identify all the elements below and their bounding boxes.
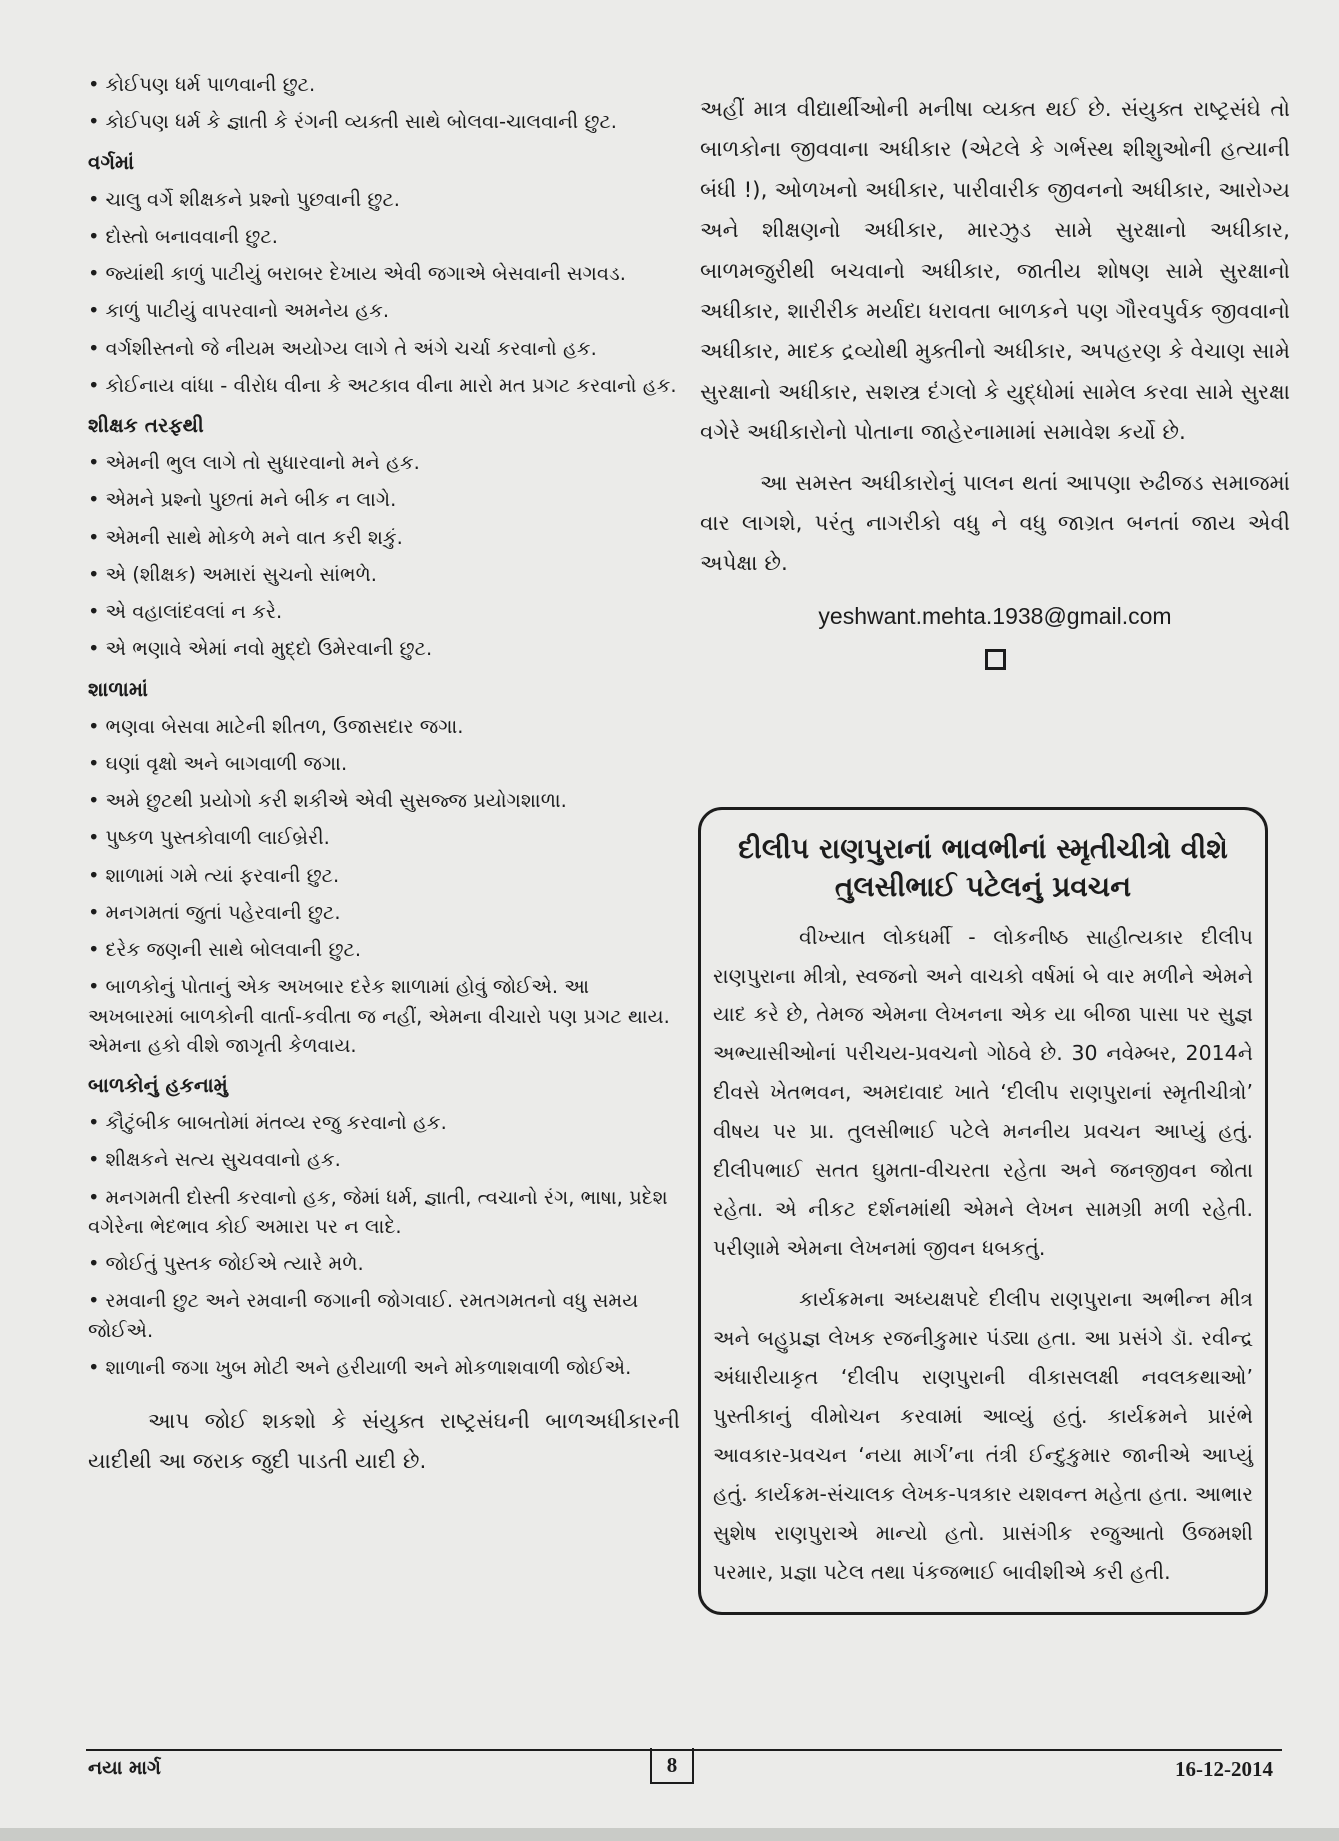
list-item: • મનગમતી દોસ્તી કરવાનો હક, જેમાં ધર્મ, જ્ઞાતી, ત્વચાનો રંગ, ભાષા, પ્રદેશ વગેરેના ભેદભાવ કોઈ અમારા પર ન લાદે. [88,1185,668,1238]
list-item: • કોઈપણ ધર્મ કે જ્ઞાતી કે રંગની વ્યક્તી સાથે બોલવા-ચાલવાની છુટ. [88,110,617,134]
box-paragraph: કાર્યક્રમના અધ્યક્ષપદે દીલીપ રાણપુરાના અભીન્ન મીત્ર અને બહુપ્રજ્ઞ લેખક રજનીકુમાર પંડ્યા હતા. આ પ્રસંગે ડૉ. રવીન્દ્ર અંધારીયાકૃત ‘દીલીપ રાણપુરાની વીકાસલક્ષી નવલકથાઓ’ પુસ્તીકાનું વીમોચન કરવામાં આવ્યું હતું. કાર્યક્રમને પ્રારંભે આવકાર-પ્રવચન ‘નયા માર્ગ’ના તંત્રી ઈન્દુકુમાર જાનીએ આપ્યું હતું. કાર્યક્રમ-સંચાલક લેખક-પત્રકાર યશવન્ત મહેતા હતા. આભાર સુશેષ રાણપુરાએ માન્યો હતો. પ્રાસંગીક રજુઆતો ઉજમશી પરમાર, પ્રજ્ઞા પટેલ તથા પંકજભાઈ બાવીશીએ કરી હતી. [713,1287,1253,1584]
section-heading-classroom: વર્ગમાં [88,149,135,174]
list-item: • મનગમતાં જુતાં પહેરવાની છુટ. [88,900,341,924]
list-item: • કૌટુંબીક બાબતોમાં મંતવ્ય રજુ કરવાનો હક. [88,1111,447,1134]
list-item: • જ્યાંથી કાળું પાટીયું બરાબર દેખાય એવી જગાએ બેસવાની સગવડ. [88,262,626,285]
list-item: • કોઈનાય વાંધા - વીરોધ વીના કે અટકાવ વીના મારો મત પ્રગટ કરવાનો હક. [88,373,677,397]
list-item: • એ વહાલાંદવલાં ન કરે. [88,600,283,623]
author-email: yeshwant.mehta.1938@gmail.com [818,602,1172,629]
article-paragraph: આ સમસ્ત અધીકારોનું પાલન થતાં આપણા રુઢીજડ સમાજમાં વાર લાગશે, પરંતુ નાગરીકો વધુ ને વધુ જાગ્રત બનતાં જાય એવી અપેક્ષા છે. [700,470,1290,577]
list-item: • ચાલુ વર્ગે શીક્ષકને પ્રશ્નો પુછવાની છુટ. [88,187,401,211]
list-item: • શાળામાં ગમે ત્યાં ફરવાની છુટ. [88,863,340,887]
end-square-icon [985,649,1006,670]
section-heading-teacher: શીક્ષક તરફથી [88,413,204,437]
list-item: • દરેક જણની સાથે બોલવાની છુટ. [88,938,362,961]
list-item: • ભણવા બેસવા માટેની શીતળ, ઉજાસદાર જગા. [88,714,464,738]
list-item: • દોસ્તો બનાવવાની છુટ. [88,224,278,248]
page-number: 8 [650,1748,694,1784]
issue-date: 16-12-2014 [1175,1757,1273,1781]
box-title [713,830,1253,906]
left-column [88,70,680,1503]
publication-name: નયા માર્ગ [88,1757,161,1779]
list-item: • બાળકોનું પોતાનું એક અખબાર દરેક શાળામાં હોવું જોઈએ. આ અખબારમાં બાળકોની વાર્તા-કવીતા જ નહીં, એમના વીચારો પણ પ્રગટ થાય. એમના હકો વીશે જાગૃતી કેળવાય. [88,975,670,1057]
box-title-line: દીલીપ રાણપુરાનાં ભાવભીનાં સ્મૃતીચીત્રો વીશે [738,832,1228,865]
box-title-line: તુલસીભાઈ પટેલનું પ્રવચન [834,869,1132,903]
list-item: • કોઈપણ ધર્મ પાળવાની છુટ. [88,73,316,96]
list-item: • એમની ભુલ લાગે તો સુધારવાનો મને હક. [88,451,420,474]
list-item: • વર્ગશીસ્તનો જે નીયમ અયોગ્ય લાગે તે અંગે ચર્ચા કરવાનો હક. [88,336,597,360]
box-paragraph: વીખ્યાત લોકધર્મી - લોકનીષ્ઠ સાહીત્યકાર દીલીપ રાણપુરાના મીત્રો, સ્વજનો અને વાચકો વર્ષમાં બે વાર મળીને એમને યાદ કરે છે, તેમજ એમના લેખનના એક યા બીજા પાસા પર સુજ્ઞ અભ્યાસીઓનાં પરીચય-પ્રવચનો ગોઠવે છે. 30 નવેમ્બર, 2014ને દીવસે ખેતભવન, અમદાવાદ ખાતે ‘દીલીપ રાણપુરાનાં સ્મૃતીચીત્રો’ વીષય પર પ્રા. તુલસીભાઈ પટેલે મનનીય પ્રવચન આપ્યું હતું. દીલીપભાઈ સતત ઘુમતા-વીચરતા રહેતા અને જનજીવન જોતા રહેતા. એ નીકટ દર્શનમાંથી એમને લેખન સામગ્રી મળી રહેતી. પરીણામે એમના લેખનમાં જીવન ધબકતું. [713,924,1253,1261]
list-item: • પુષ્કળ પુસ્તકોવાળી લાઈબ્રેરી. [88,826,330,850]
scan-edge [0,1828,1339,1841]
list-item: • જોઈતું પુસ્તક જોઈએ ત્યારે મળે. [88,1252,364,1275]
list-item: • એમને પ્રશ્નો પુછતાં મને બીક ન લાગે. [88,488,397,512]
list-item: • કાળું પાટીયું વાપરવાનો અમનેય હક. [88,299,390,323]
list-item: • શાળાની જગા ખુબ મોટી અને હરીયાળી અને મોકળાશવાળી જોઈએ. [88,1355,632,1379]
list-item: • અમે છુટથી પ્રયોગો કરી શકીએ એવી સુસજ્જ પ્રયોગશાળા. [88,789,567,812]
article-paragraph: અહીં માત્ર વીદ્યાર્થીઓની મનીષા વ્યક્ત થઈ છે. સંયુક્ત રાષ્ટ્રસંઘે તો બાળકોના જીવવાના અધીકાર (એટલે કે ગર્ભસ્થ શીશુઓની હત્યાની બંધી !), ઓળખનો અધીકાર, પારીવારીક જીવનનો અધીકાર, આરોગ્ય અને શીક્ષણનો અધીકાર, મારઝુડ સામે સુરક્ષાનો અધીકાર, બાળમજુરીથી બચવાનો અધીકાર, જાતીય શોષણ સામે સુરક્ષાનો અધીકાર, શારીરીક મર્યાદા ધરાવતા બાળકને પણ ગૌરવપુર્વક જીવવાનો અધીકાર, માદક દ્રવ્યોથી મુક્તીનો અધીકાર, અપહરણ કે વેચાણ સામે સુરક્ષાનો અધીકાર, સશસ્ત્ર દંગલો કે યુદ્ધોમાં સામેલ કરવા સામે સુરક્ષા વગેરે અધીકારોનો પોતાના જાહેરનામામાં સમાવેશ કર્યો છે. [700,97,1290,446]
section-heading-child-rights: બાળકોનું હકનામું [88,1073,228,1097]
list-item: • એમની સાથે મોકળે મને વાત કરી શકું. [88,525,403,549]
list-item: • શીક્ષકને સત્ય સુચવવાનો હક. [88,1148,341,1172]
list-item: • ઘણાં વૃક્ષો અને બાગવાળી જગા. [88,751,348,775]
list-item: • એ (શીક્ષક) અમારાં સુચનો સાંભળે. [88,562,377,586]
section-heading-school: શાળામાં [88,676,148,701]
right-column [700,90,1290,685]
list-item: • રમવાની છુટ અને રમવાની જગાની જોગવાઈ. રમતગમતનો વધુ સમય જોઈએ. [88,1289,639,1342]
end-mark [700,644,1290,684]
news-box [698,807,1268,1615]
closing-paragraph: આપ જોઈ શકશો કે સંયુક્ત રાષ્ટ્રસંઘની બાળઅધીકારની યાદીથી આ જરાક જુદી પાડતી યાદી છે. [88,1409,680,1474]
list-item: • એ ભણાવે એમાં નવો મુદ્દો ઉમેરવાની છુટ. [88,637,433,661]
